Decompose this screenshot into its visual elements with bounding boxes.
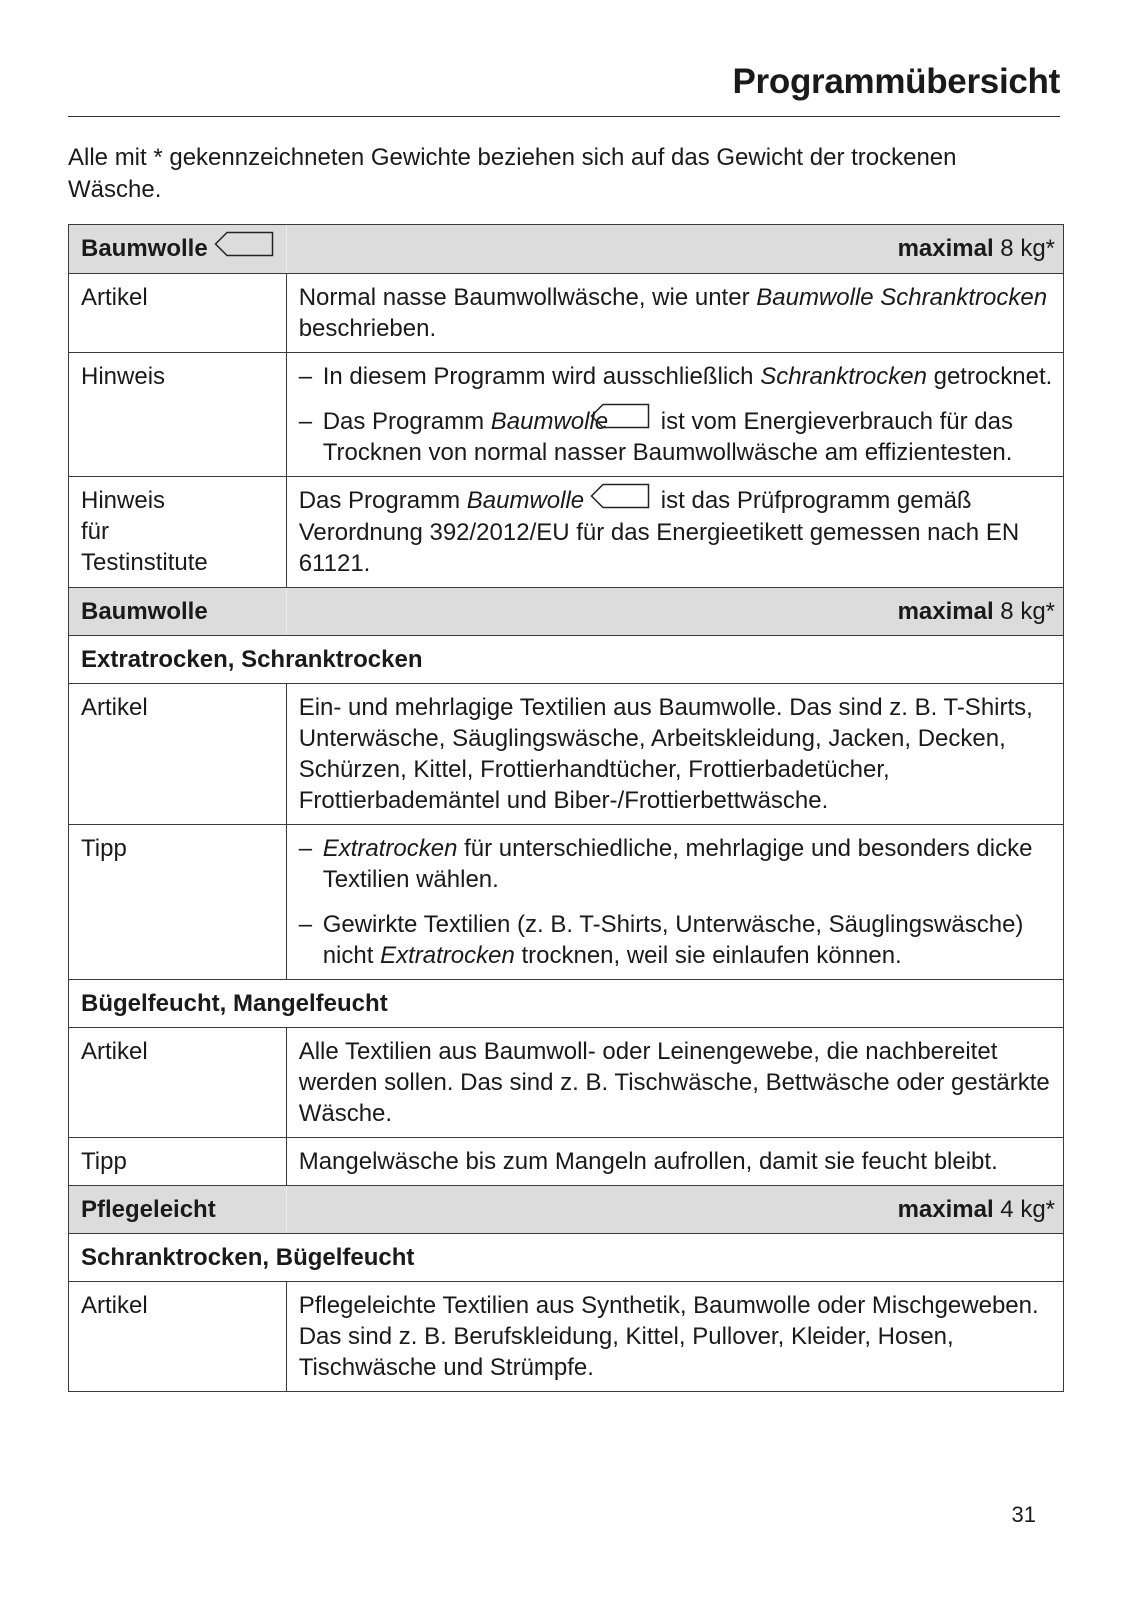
- intro-text: Alle mit * gekennzeichneten Gewichte beziehen sich auf das Gewicht der trockenen Wäsche.: [68, 144, 957, 203]
- list-item: [299, 406, 1053, 469]
- italic-term: Schranktrocken: [760, 362, 927, 390]
- list-item: [299, 361, 1053, 392]
- italic-term: Extratrocken: [380, 941, 515, 969]
- eco-program-tag-icon: [614, 403, 650, 437]
- text-fragment: Gewirkte Textilien (z. B. T-Shirts, Unterwäsche, Säuglingswäsche) nicht: [322, 910, 1024, 969]
- row-label: Artikel: [69, 273, 287, 352]
- page-number: 31: [1011, 1502, 1036, 1527]
- row-content: [286, 477, 1063, 588]
- section-title-row: [69, 979, 1064, 1027]
- page-title: Programmübersicht: [732, 62, 1060, 101]
- italic-term: Baumwolle Schranktrocken: [756, 283, 1048, 311]
- max-weight: 8 kg*: [1000, 597, 1055, 625]
- row-label: Tipp: [69, 1137, 287, 1185]
- max-label: maximal: [897, 235, 994, 262]
- row-label-text: Hinweis für Testinstitute: [81, 487, 208, 577]
- italic-term: Extratrocken: [322, 834, 458, 862]
- text-fragment: ist das Prüfprogramm gemäß Verordnung 392/2012/EU für das Energieetikett gemessen nach EN 61121.: [298, 487, 1020, 577]
- text-fragment: trocknen, weil sie einlaufen können.: [514, 941, 902, 969]
- dash-bullet: –: [298, 362, 313, 390]
- row-artikel: [69, 683, 1064, 824]
- title-divider: [68, 116, 1060, 117]
- program-header-baumwolle-eco: [69, 225, 1064, 274]
- section-title-row: [69, 635, 1064, 683]
- dash-bullet: –: [298, 910, 313, 938]
- program-header-baumwolle: [69, 587, 1064, 635]
- list-item: [299, 833, 1053, 895]
- row-label: Artikel: [69, 1281, 287, 1391]
- row-content: [286, 824, 1063, 979]
- dash-bullet: –: [298, 407, 313, 435]
- text-fragment: Das Programm: [298, 487, 467, 515]
- text-fragment: Das Programm: [322, 407, 491, 435]
- row-hinweis-testinstitute: [69, 477, 1064, 588]
- list-item: [299, 909, 1053, 971]
- row-artikel: [69, 273, 1064, 352]
- section-title: Extratrocken, Schranktrocken: [69, 635, 1064, 683]
- row-label: Hinweis: [69, 352, 287, 477]
- row-tipp: [69, 1137, 1064, 1185]
- row-content: Mangelwäsche bis zum Mangeln aufrollen, damit sie feucht bleibt.: [286, 1137, 1063, 1185]
- text-fragment: beschrieben.: [298, 314, 437, 342]
- text-fragment: für unterschiedliche, mehrlagige und besonders dicke Textilien wählen.: [322, 834, 1033, 893]
- text-fragment: In diesem Programm wird ausschließlich: [322, 362, 761, 390]
- row-label: [69, 477, 287, 588]
- max-weight: 4 kg*: [1000, 1195, 1055, 1223]
- text-fragment: ist vom Energieverbrauch für das Trocknen von normal nasser Baumwollwäsche am effizientesten.: [322, 407, 1013, 467]
- section-title: Schranktrocken, Bügelfeucht: [69, 1233, 1064, 1281]
- eco-program-tag-icon: [214, 231, 274, 265]
- row-tipp: [69, 824, 1064, 979]
- row-content: [286, 352, 1063, 477]
- row-label: Artikel: [69, 683, 287, 824]
- text-fragment: getrocknet.: [926, 362, 1053, 390]
- row-hinweis: [69, 352, 1064, 477]
- section-title-row: [69, 1233, 1064, 1281]
- program-name: Pflegeleicht: [81, 1195, 216, 1223]
- row-content: Pflegeleichte Textilien aus Synthetik, Baumwolle oder Mischgeweben. Das sind z. B. Berufskleidung, Kittel, Pullover, Kleider, Hosen, Tischwäsche und Strümpfe.: [286, 1281, 1063, 1391]
- program-name: Baumwolle: [81, 597, 208, 625]
- max-label: maximal: [897, 1195, 994, 1223]
- dash-bullet: –: [298, 834, 313, 862]
- eco-program-tag-icon: [590, 483, 650, 517]
- italic-term: Baumwolle: [490, 407, 609, 435]
- row-content: Ein- und mehrlagige Textilien aus Baumwolle. Das sind z. B. T-Shirts, Unterwäsche, Säuglingswäsche, Arbeitskleidung, Jacken, Decken, Schürzen, Kittel, Frottierhandtücher, Frottierbadetücher, Frottierbademäntel und Biber-/Frottierbettwäsche.: [286, 683, 1063, 824]
- program-header-pflegeleicht: [69, 1185, 1064, 1233]
- section-title: Bügelfeucht, Mangelfeucht: [69, 979, 1064, 1027]
- italic-term: Baumwolle: [466, 487, 585, 515]
- row-label: Tipp: [69, 824, 287, 979]
- row-label: Artikel: [69, 1027, 287, 1137]
- text-fragment: Normal nasse Baumwollwäsche, wie unter: [298, 283, 757, 311]
- row-artikel: [69, 1027, 1064, 1137]
- max-weight: 8 kg*: [1000, 235, 1055, 262]
- row-artikel: [69, 1281, 1064, 1391]
- program-name: Baumwolle: [81, 235, 208, 262]
- row-content: [286, 273, 1063, 352]
- max-label: maximal: [897, 597, 994, 625]
- program-table: [68, 224, 1064, 1392]
- row-content: Alle Textilien aus Baumwoll- oder Leinengewebe, die nachbereitet werden sollen. Das sind z. B. Tischwäsche, Bettwäsche oder gestärkte Wäsche.: [286, 1027, 1063, 1137]
